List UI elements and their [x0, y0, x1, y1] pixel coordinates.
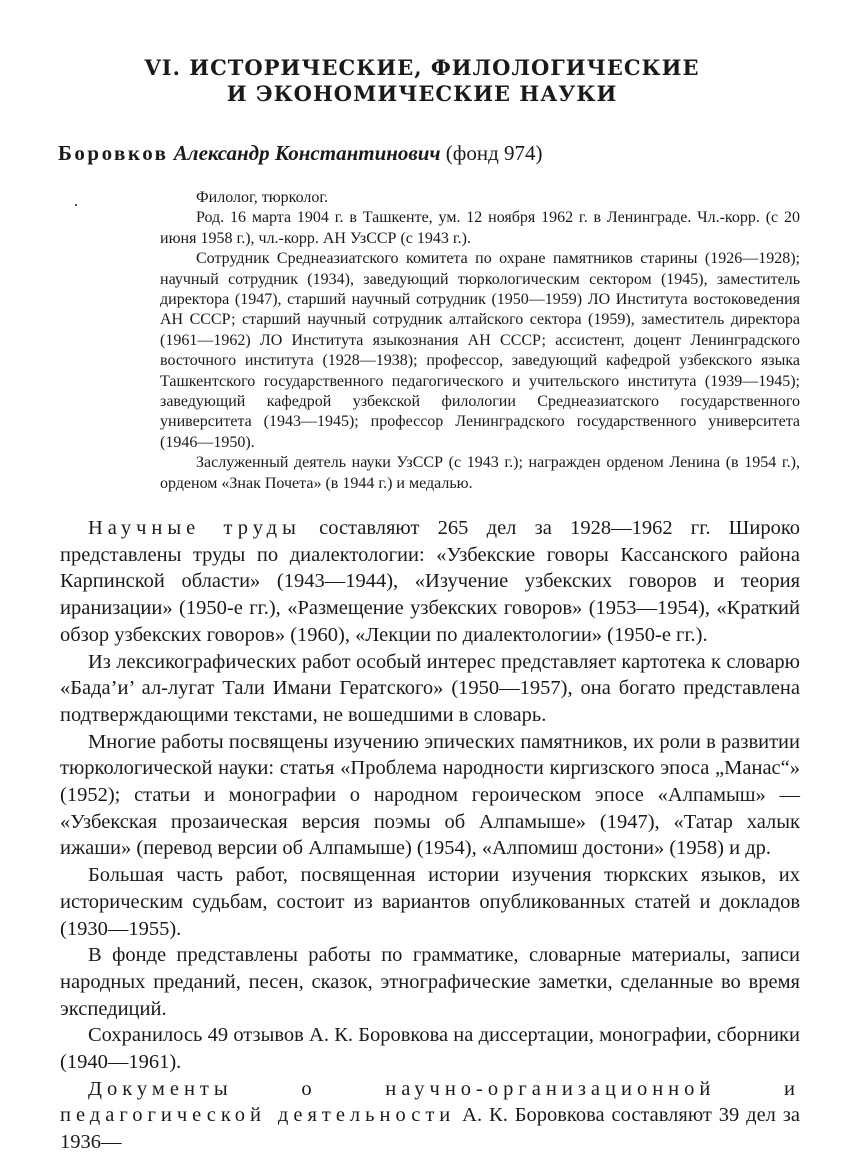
- fond-number: (фонд 974): [445, 141, 543, 165]
- paragraph-lexicography: Из лексикографических работ особый интерес представляет картотека к словарю «Бада’и’ ал-лугат Тали Имани Гератского» (1950—1957), она богато представлена подтверждающими текстами, не вошедшими в словарь.: [60, 650, 800, 726]
- bio-dates: Род. 16 марта 1904 г. в Ташкенте, ум. 12 ноября 1962 г. в Ленинграде. Чл.-корр. (с 20 июня 1958 г.), чл.-корр. АН УзССР (с 1943 г.).: [160, 209, 800, 247]
- section-heading-line-1: VI. ИСТОРИЧЕСКИЕ, ФИЛОЛОГИЧЕСКИЕ: [144, 55, 700, 80]
- paragraph-grammar-materials: В фонде представлены работы по грамматике, словарные материалы, записи народных преданий, песен, сказок, этнографические заметки, сделанные во время экспедиций.: [60, 944, 800, 1020]
- fond-description: [60, 515, 800, 1156]
- paragraph-body-scientific-works: составляют 265 дел за 1928—1962 гг. Широко представлены труды по диалектологии: «Узбекские говоры Кассанского района Карпинской области» (1943—1944), «Изучение узбекских говоров и теория иранизации» (1950-е гг.), «Размещение узбекских говоров» (1953—1954), «Краткий обзор узбекских говоров» (1960), «Лекции по диалектологии» (1950-е гг.).: [60, 517, 800, 646]
- paragraph-organizational-docs: [60, 1076, 800, 1156]
- paragraph-turkic-languages: Большая часть работ, посвященная истории изучения тюркских языков, их историческим судьбам, состоит из вариантов опубликованных статей и докладов (1930—1955).: [60, 864, 800, 940]
- bio-awards: Заслуженный деятель науки УзССР (с 1943 г.); награжден орденом Ленина (в 1954 г.), орденом «Знак Почета» (в 1944 г.) и медалью.: [160, 454, 800, 492]
- paragraph-scientific-works: [60, 515, 800, 649]
- person-given-names: Александр Константинович: [173, 141, 441, 165]
- person-surname: Боровков: [58, 141, 169, 165]
- paragraph-body-organizational-docs: А. К. Боровкова составляют 39 дел за 1936—: [60, 1104, 800, 1154]
- section-heading-line-2: И ЭКОНОМИЧЕСКИЕ НАУКИ: [226, 81, 618, 106]
- paragraph-reviews: Сохранилось 49 отзывов А. К. Боровкова на диссертации, монографии, сборники (1940—1961).: [60, 1024, 800, 1074]
- print-speck: [75, 204, 77, 206]
- paragraph-lead-organizational-docs: Документы о научно-организационной и педагогической деятельности: [60, 1077, 800, 1127]
- paragraph-lead-scientific-works: Научные труды: [88, 517, 301, 539]
- bio-profession: Филолог, тюрколог.: [196, 189, 329, 206]
- bio-career: Сотрудник Среднеазиатского комитета по охране памятников старины (1926—1928); научный сотрудник (1934), заведующий тюркологическим сектором (1945), заместитель директора (1947), старший научный сотрудник (1950—1959) ЛО Института востоковедения АН СССР; старший научный сотрудник алтайского сектора (1959), заместитель директора (1961—1962) ЛО Института языкознания АН СССР; ассистент, доцент Ленинградского восточного института (1928—1938); профессор, заведующий кафедрой узбекского языка Ташкентского государственного педагогического и учительского института (1939—1945); заведующий кафедрой узбекской филологии Среднеазиатского государственного университета (1943—1945); профессор Ленинградского государственного университета (1946—1950).: [160, 250, 800, 451]
- paragraph-epic-monuments: Многие работы посвящены изучению эпических памятников, их роли в развитии тюркологической науки: статья «Проблема народности киргизского эпоса „Манас“» (1952); статьи и монографии о народном героическом эпосе «Алпамыш» — «Узбекская прозаическая версия поэмы об Алпамыше» (1947), «Татар халык ижаши» (перевод версии об Алпамыше) (1954), «Алпомиш достони» (1958) и др.: [60, 730, 800, 860]
- person-entry-title: [58, 140, 543, 166]
- biography-block: [160, 188, 800, 494]
